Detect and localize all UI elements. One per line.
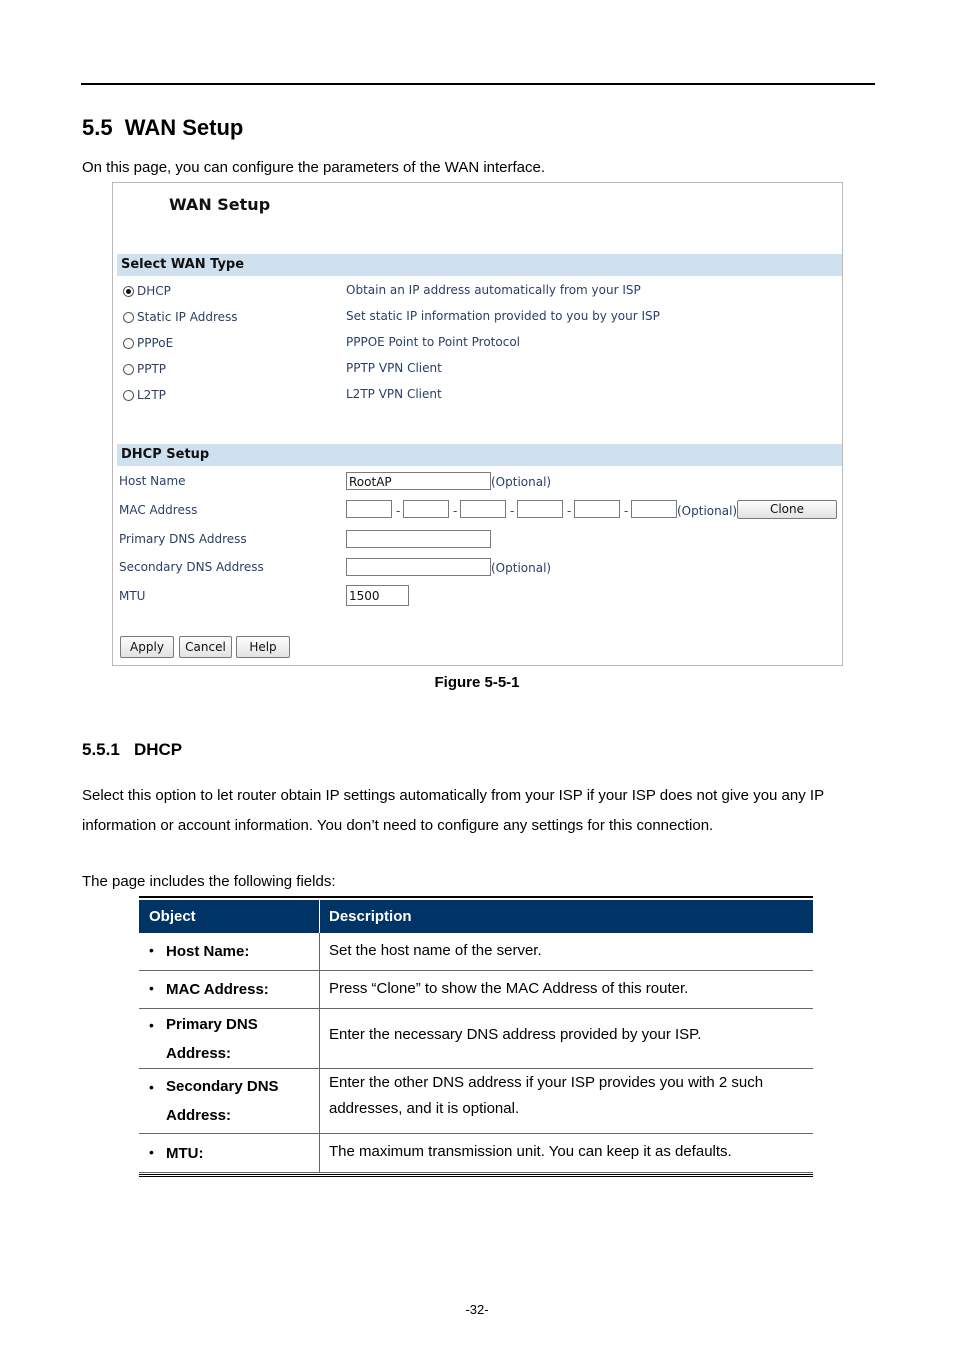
table-row <box>139 1069 813 1134</box>
wan-type-pppoe[interactable] <box>123 334 173 352</box>
primary-dns-input[interactable] <box>346 530 491 548</box>
wan-type-description: L2TP VPN Client <box>346 387 442 401</box>
wan-type-description: PPPOE Point to Point Protocol <box>346 335 520 349</box>
apply-button[interactable]: Apply <box>120 636 174 658</box>
radio-pppoe[interactable] <box>123 338 134 349</box>
row-description: Enter the other DNS address if your ISP provides you with 2 such addresses, and it is optional. <box>329 1074 764 1117</box>
mac-octet-1-input[interactable] <box>346 500 392 518</box>
bullet: • <box>149 1144 154 1160</box>
mac-separator: - <box>453 504 458 518</box>
dhcp-paragraph: Select this option to let router obtain IP settings automatically from your ISP if your ISP does not give you any IP information or account information. You don’t need to configure any settings for this connection. <box>82 787 824 834</box>
intro-text: On this page, you can configure the parameters of the WAN interface. <box>82 159 546 176</box>
radio-dhcp[interactable] <box>123 286 134 297</box>
table-row <box>139 1009 813 1069</box>
wan-type-label: PPPoE <box>137 336 174 350</box>
wan-type-l2tp[interactable] <box>123 386 166 404</box>
mtu-label: MTU <box>119 589 146 603</box>
mac-separator: - <box>396 504 401 518</box>
wan-type-label: PPTP <box>137 362 167 376</box>
primary-dns-label: Primary DNS Address <box>119 532 247 546</box>
host-name-label: Host Name <box>119 474 186 488</box>
optional-hint: (Optional) <box>491 561 552 575</box>
row-object: Primary DNS Address: <box>166 1016 258 1062</box>
table-row <box>139 933 813 971</box>
radio-pptp[interactable] <box>123 364 134 375</box>
bullet: • <box>149 1017 154 1033</box>
mac-octet-3-input[interactable] <box>460 500 506 518</box>
row-description: The maximum transmission unit. You can keep it as defaults. <box>329 1143 732 1160</box>
row-object: Secondary DNS Address: <box>166 1078 279 1124</box>
wan-type-description: PPTP VPN Client <box>346 361 442 375</box>
figure-caption: Figure 5-5-1 <box>434 674 520 691</box>
host-name-input[interactable]: RootAP <box>346 472 491 490</box>
mac-octet-6-input[interactable] <box>631 500 677 518</box>
mac-separator: - <box>624 504 629 518</box>
wan-type-label: DHCP <box>137 284 171 298</box>
mac-address-label: MAC Address <box>119 503 198 517</box>
mac-separator: - <box>567 504 572 518</box>
table-row <box>139 1134 813 1173</box>
table-top-rule <box>139 896 813 898</box>
row-description: Set the host name of the server. <box>329 942 542 959</box>
wan-type-label: L2TP <box>137 388 166 402</box>
wan-type-description: Obtain an IP address automatically from your ISP <box>346 283 641 297</box>
row-object: MAC Address: <box>166 981 269 998</box>
wan-type-dhcp[interactable] <box>123 282 171 300</box>
wan-setup-screenshot <box>112 182 843 666</box>
select-wan-type-heading: Select WAN Type <box>121 257 245 272</box>
mtu-input[interactable]: 1500 <box>346 585 409 606</box>
header-separator <box>319 900 320 933</box>
page-number: -32- <box>465 1302 489 1317</box>
subsection-heading: 5.5.1 DHCP <box>82 740 183 759</box>
cancel-button[interactable]: Cancel <box>179 636 232 658</box>
dhcp-setup-band <box>117 444 842 466</box>
secondary-dns-label: Secondary DNS Address <box>119 560 264 574</box>
clone-button[interactable]: Clone <box>737 500 837 519</box>
mac-octet-4-input[interactable] <box>517 500 563 518</box>
help-button[interactable]: Help <box>236 636 290 658</box>
row-description: Enter the necessary DNS address provided by your ISP. <box>329 1026 702 1043</box>
row-description: Press “Clone” to show the MAC Address of this router. <box>329 980 689 997</box>
fields-intro: The page includes the following fields: <box>82 873 336 890</box>
optional-hint: (Optional) <box>491 475 552 489</box>
bullet: • <box>149 942 154 958</box>
bullet: • <box>149 1079 154 1095</box>
wan-type-label: Static IP Address <box>137 310 238 324</box>
bullet: • <box>149 980 154 996</box>
mac-octet-5-input[interactable] <box>574 500 620 518</box>
wan-type-pptp[interactable] <box>123 360 166 378</box>
row-object: MTU: <box>166 1145 204 1162</box>
header-description: Description <box>329 908 412 925</box>
wan-setup-title: WAN Setup <box>169 195 271 214</box>
secondary-dns-input[interactable] <box>346 558 491 576</box>
wan-type-static-ip[interactable] <box>123 308 238 326</box>
wan-type-description: Set static IP information provided to you by your ISP <box>346 309 660 323</box>
mac-separator: - <box>510 504 515 518</box>
table-header <box>139 900 813 933</box>
optional-hint: (Optional) <box>677 504 738 518</box>
row-object: Host Name: <box>166 943 250 960</box>
section-heading: 5.5 WAN Setup <box>82 115 244 140</box>
select-wan-type-band <box>117 254 842 276</box>
radio-static-ip[interactable] <box>123 312 134 323</box>
header-object: Object <box>149 908 196 925</box>
radio-l2tp[interactable] <box>123 390 134 401</box>
table-row <box>139 971 813 1009</box>
table-bottom-rule <box>139 1174 813 1177</box>
dhcp-setup-heading: DHCP Setup <box>121 447 210 462</box>
mac-octet-2-input[interactable] <box>403 500 449 518</box>
top-rule <box>81 83 875 85</box>
